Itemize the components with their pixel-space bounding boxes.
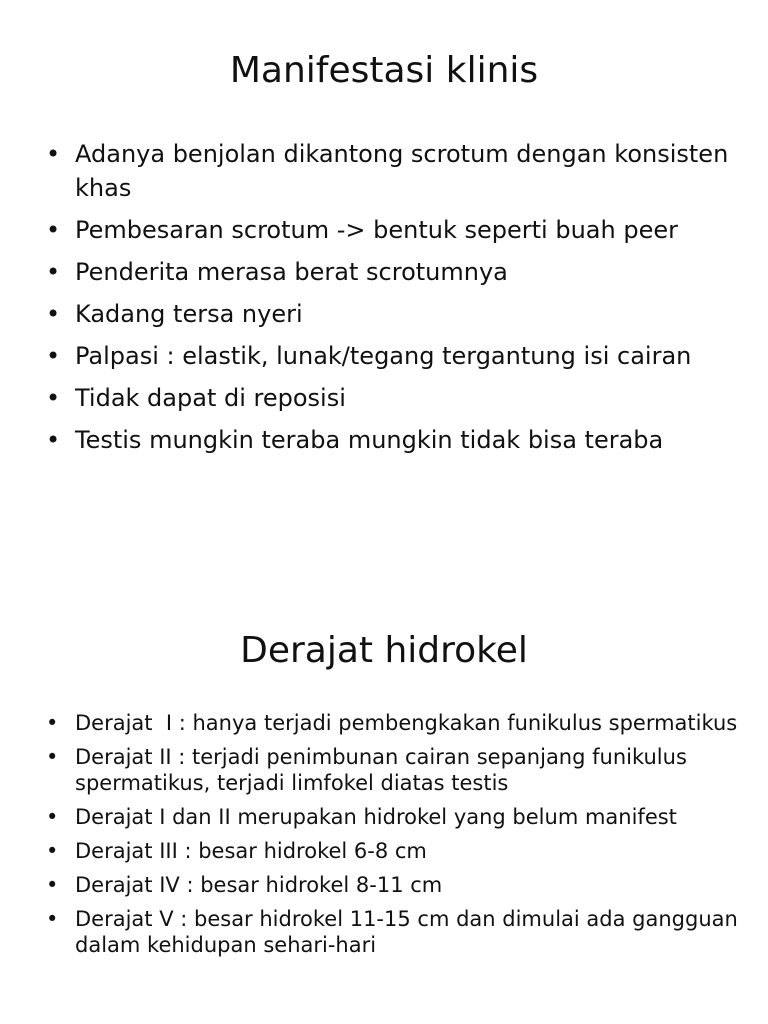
bullet-text: Kadang tersa nyeri xyxy=(75,300,303,328)
bullet-marker: • xyxy=(46,711,59,735)
bullet-item xyxy=(0,838,768,864)
bullet-marker: • xyxy=(46,258,61,286)
bullet-text: Derajat II : terjadi penimbunan cairan sepanjang funikulus spermatikus, terjadi limfokel diatas testis xyxy=(75,745,687,795)
bullet-item xyxy=(0,872,768,898)
bullet-marker: • xyxy=(46,342,61,370)
bullet-text: Penderita merasa berat scrotumnya xyxy=(75,258,508,286)
bullet-text: Pembesaran scrotum -> bentuk seperti buah peer xyxy=(75,216,678,244)
bullet-text: Derajat III : besar hidrokel 6-8 cm xyxy=(75,839,427,863)
bullet-item xyxy=(0,339,768,373)
bullet-marker: • xyxy=(46,745,59,769)
bullet-text: Palpasi : elastik, lunak/tegang tergantung isi cairan xyxy=(75,342,692,370)
bullet-text: Testis mungkin teraba mungkin tidak bisa teraba xyxy=(75,426,664,454)
bullet-item xyxy=(0,804,768,830)
bullet-item xyxy=(0,710,768,736)
bullet-marker: • xyxy=(46,426,61,454)
bullet-list xyxy=(0,137,768,465)
slide-title: Manifestasi klinis xyxy=(229,50,539,91)
bullet-item xyxy=(0,297,768,331)
bullet-marker: • xyxy=(46,839,59,863)
bullet-item xyxy=(0,906,768,958)
bullet-text: Tidak dapat di reposisi xyxy=(75,384,346,412)
bullet-list xyxy=(0,710,768,966)
bullet-text: Derajat V : besar hidrokel 11-15 cm dan dimulai ada gangguan dalam kehidupan sehari-hari xyxy=(75,907,738,957)
bullet-text: Derajat I dan II merupakan hidrokel yang belum manifest xyxy=(75,805,677,829)
bullet-marker: • xyxy=(46,384,61,412)
bullet-marker: • xyxy=(46,873,59,897)
bullet-marker: • xyxy=(46,805,59,829)
bullet-item xyxy=(0,381,768,415)
bullet-item xyxy=(0,255,768,289)
bullet-text: Derajat I : hanya terjadi pembengkakan funikulus spermatikus xyxy=(75,711,738,735)
bullet-marker: • xyxy=(46,140,61,168)
bullet-item xyxy=(0,744,768,796)
bullet-item xyxy=(0,423,768,457)
bullet-marker: • xyxy=(46,300,61,328)
bullet-item xyxy=(0,137,768,205)
slide-derajat-hidrokel xyxy=(0,512,768,1024)
bullet-text: Derajat IV : besar hidrokel 8-11 cm xyxy=(75,873,443,897)
bullet-text: Adanya benjolan dikantong scrotum dengan konsisten khas xyxy=(75,140,729,202)
slide-title: Derajat hidrokel xyxy=(240,630,528,671)
bullet-marker: • xyxy=(46,907,59,931)
bullet-item xyxy=(0,213,768,247)
bullet-marker: • xyxy=(46,216,61,244)
